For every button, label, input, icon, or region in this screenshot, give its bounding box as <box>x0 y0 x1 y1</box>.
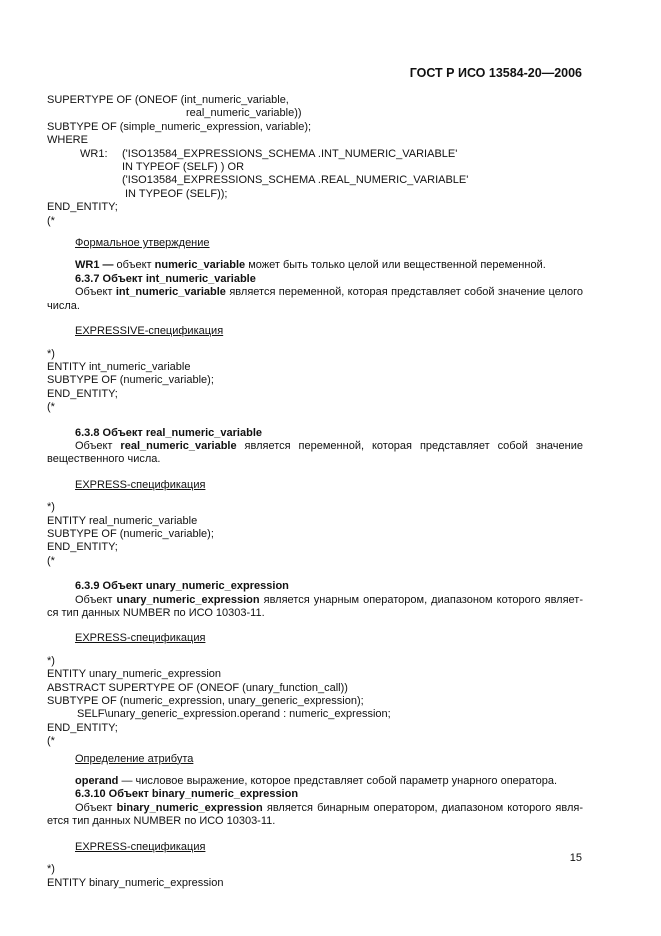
code-line: ('ISO13584_EXPRESSIONS_SCHEMA .REAL_NUMERIC_VARIABLE' <box>122 174 469 187</box>
code-line: (* <box>47 554 55 567</box>
section-paragraph <box>47 440 583 467</box>
section-paragraph <box>47 802 583 829</box>
formal-rule-heading: Формальное утверждение <box>75 237 210 250</box>
code-line: SUBTYPE OF (numeric_expression, unary_generic_expression); <box>47 695 364 708</box>
page-content <box>47 94 583 890</box>
section-title-6-3-8: 6.3.8 Объект real_numeric_variable <box>75 426 262 439</box>
text-fragment: является унарным оператором, диапазоном которого являет-ся тип данных NUMBER по ИСО 10303-11. <box>47 593 584 619</box>
code-line: END_ENTITY; <box>47 721 118 734</box>
express-spec-heading: EXPRESSIVE-спецификация <box>75 325 224 338</box>
code-line: IN TYPEOF (SELF)); <box>125 187 228 200</box>
text-fragment: — числовое выражение, которое представляет собой параметр унарного оператора. <box>118 775 558 788</box>
text-fragment: является переменной, которая представляет собой значение вещественного числа. <box>47 439 583 466</box>
text-fragment: Объект <box>75 286 116 299</box>
section-paragraph <box>47 286 583 313</box>
code-line: SUBTYPE OF (simple_numeric_expression, variable); <box>47 120 312 133</box>
document-header: ГОСТ Р ИСО 13584-20—2006 <box>409 66 582 80</box>
entity-name: numeric_variable <box>154 259 246 272</box>
code-line: *) <box>47 863 55 876</box>
wr-label: WR1: <box>80 147 108 160</box>
code-line: SUBTYPE OF (numeric_variable); <box>47 374 214 387</box>
text-fragment: Объект <box>75 593 117 606</box>
code-line: IN TYPEOF (SELF) ) OR <box>122 161 245 174</box>
page-number: 15 <box>569 852 582 864</box>
text-fragment: объект <box>113 259 155 272</box>
code-line: (* <box>47 214 55 227</box>
code-line: (* <box>47 735 55 748</box>
code-line: ENTITY binary_numeric_expression <box>47 876 224 889</box>
code-line: END_ENTITY; <box>47 201 118 214</box>
text-fragment: является бинарным оператором, диапазоном которого явля-ется тип данных NUMBER по ИСО 10303-11. <box>47 801 584 828</box>
code-line: ABSTRACT SUPERTYPE OF (ONEOF (unary_function_call)) <box>47 681 348 694</box>
code-line: ENTITY int_numeric_variable <box>47 360 191 373</box>
code-line: END_ENTITY; <box>47 387 118 400</box>
text-fragment: Объект <box>75 801 117 814</box>
code-line: SUBTYPE OF (numeric_variable); <box>47 527 214 540</box>
code-line: SUPERTYPE OF (ONEOF (int_numeric_variable, <box>47 94 289 106</box>
spacer <box>47 568 583 580</box>
code-line: (* <box>47 401 55 414</box>
attribute-definition-heading: Определение атрибута <box>75 752 194 765</box>
express-spec-heading: EXPRESS-спецификация <box>75 478 206 491</box>
attribute-term: operand <box>75 775 119 788</box>
entity-name: real_numeric_variable <box>120 439 237 452</box>
code-line: ENTITY unary_numeric_expression <box>47 668 222 681</box>
section-title-6-3-9: 6.3.9 Объект unary_numeric_expression <box>75 580 289 593</box>
express-spec-heading: EXPRESS-спецификация <box>75 632 206 645</box>
attribute-paragraph <box>47 775 583 788</box>
spacer <box>47 415 583 427</box>
code-line: ENTITY real_numeric_variable <box>47 514 198 527</box>
code-line: *) <box>47 347 55 360</box>
section-paragraph <box>47 594 583 621</box>
formal-rule-paragraph <box>47 259 583 272</box>
entity-name: int_numeric_variable <box>115 286 226 299</box>
entity-name: binary_numeric_expression <box>116 801 263 814</box>
code-line: *) <box>47 501 55 514</box>
text-fragment: может быть только целой или вещественной переменной. <box>245 259 546 272</box>
code-line: real_numeric_variable)) <box>186 107 302 120</box>
code-line: SELF\unary_generic_expression.operand : numeric_expression; <box>77 708 391 721</box>
code-line: END_ENTITY; <box>47 541 118 554</box>
code-line <box>47 148 583 161</box>
rule-term: WR1 — <box>75 259 114 272</box>
section-title-6-3-7: 6.3.7 Объект int_numeric_variable <box>75 272 256 285</box>
text-fragment: является переменной, которая представляет собой значение целого числа. <box>47 286 583 312</box>
code-line: WHERE <box>47 134 88 147</box>
text-fragment: Объект <box>75 439 121 452</box>
entity-name: unary_numeric_expression <box>116 593 260 606</box>
express-spec-heading: EXPRESS-спецификация <box>75 840 206 853</box>
section-title-6-3-10: 6.3.10 Объект binary_numeric_expression <box>75 788 299 801</box>
code-fragment: ('ISO13584_EXPRESSIONS_SCHEMA .INT_NUMERIC_VARIABLE' <box>122 147 458 160</box>
code-line: *) <box>47 654 55 667</box>
